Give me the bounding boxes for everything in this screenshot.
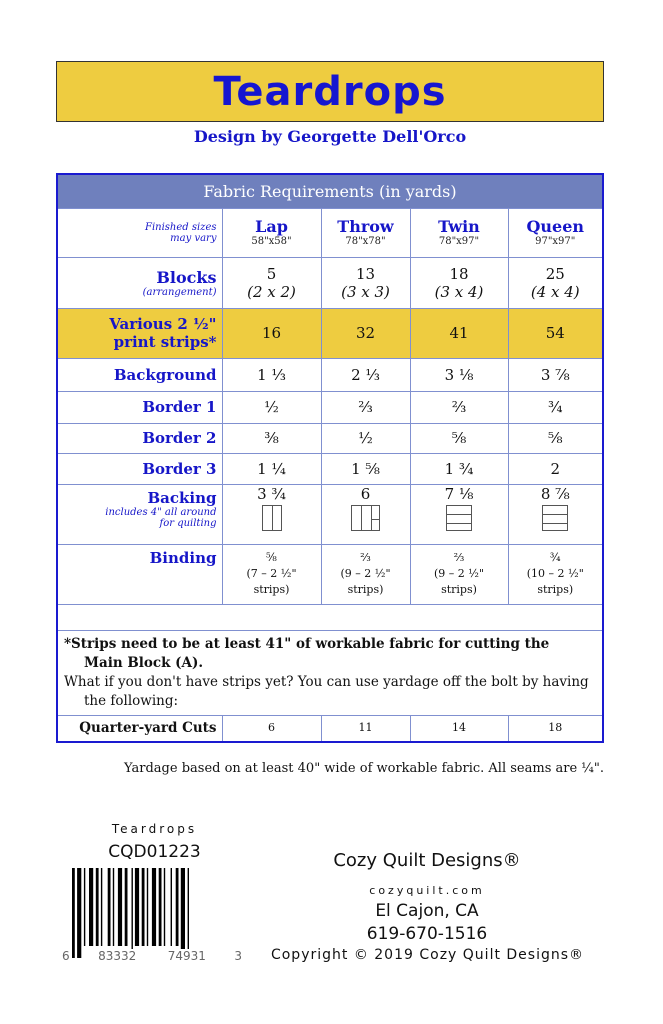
company-city: El Cajon, CA bbox=[375, 901, 479, 921]
product-code: CQD01223 bbox=[108, 842, 201, 862]
barcode-bar bbox=[171, 868, 172, 946]
company-name: Cozy Quilt Designs® bbox=[333, 850, 521, 871]
size-throw: Throw 78"x78" bbox=[321, 208, 410, 257]
fabric-requirements-table bbox=[56, 173, 604, 743]
barcode bbox=[72, 868, 237, 958]
border1-row: Border 1 ½ ⅔ ⅔ ¾ bbox=[57, 391, 603, 423]
barcode-bar bbox=[152, 868, 156, 946]
backing-layout-icon bbox=[542, 505, 568, 531]
sizes-note: may vary bbox=[170, 232, 217, 244]
barcode-bar bbox=[118, 868, 122, 946]
barcode-bar bbox=[84, 868, 85, 946]
backing-layout-icon bbox=[351, 505, 380, 531]
barcode-bar bbox=[72, 868, 75, 958]
copyright: Copyright © 2019 Cozy Quilt Designs® bbox=[270, 947, 585, 963]
background-row: Background 1 ⅓ 2 ⅓ 3 ⅛ 3 ⅞ bbox=[57, 358, 603, 391]
company-website: cozyquilt.com bbox=[369, 884, 485, 897]
notes-row: *Strips need to be at least 41" of workable fabric for cutting the Main Block (A). What if you don't have strips yet? You can use yardage off the bolt by having the following: bbox=[57, 630, 603, 715]
barcode-bar bbox=[113, 868, 114, 946]
title-banner bbox=[56, 61, 604, 122]
barcode-bar bbox=[101, 868, 102, 946]
barcode-bar bbox=[164, 868, 165, 946]
barcode-bar bbox=[176, 868, 179, 946]
size-queen: Queen 97"x97" bbox=[508, 208, 603, 257]
size-lap: Lap 58"x58" bbox=[222, 208, 321, 257]
barcode-bar bbox=[181, 868, 185, 958]
barcode-bar bbox=[159, 868, 162, 946]
page-title: Teardrops bbox=[213, 69, 447, 115]
backing-layout-icon bbox=[262, 505, 282, 531]
strips-row: Various 2 ½" print strips* 16 32 41 54 bbox=[57, 308, 603, 358]
barcode-bar bbox=[132, 868, 133, 958]
table-header: Fabric Requirements (in yards) bbox=[57, 174, 603, 208]
product-name: Teardrops bbox=[111, 822, 198, 836]
barcode-bar bbox=[135, 868, 139, 946]
yardage-footnote: Yardage based on at least 40" wide of workable fabric. All seams are ¼". bbox=[123, 761, 604, 776]
barcode-digits: 6 83332 74931 3 bbox=[62, 949, 242, 963]
blocks-row: Blocks (arrangement) 5 (2 x 2) 13 (3 x 3) 18 (3 x 4) 25 (4 x 4) bbox=[57, 257, 603, 308]
barcode-bar bbox=[77, 868, 81, 958]
barcode-bar bbox=[89, 868, 93, 946]
company-phone: 619-670-1516 bbox=[366, 924, 488, 944]
binding-row: Binding ⅝ (7 – 2 ½" strips) ⅔ (9 – 2 ½" strips) ⅔ (9 – 2 ½" strips) ¾ (10 – 2 ½" strips) bbox=[57, 544, 603, 604]
sizes-note: Finished sizes bbox=[145, 221, 217, 233]
barcode-bar bbox=[188, 868, 189, 958]
backing-row: Backing includes 4" all around for quilting 3 ¾ 6 7 ⅛ 8 ⅞ bbox=[57, 484, 603, 544]
size-twin: Twin 78"x97" bbox=[410, 208, 508, 257]
barcode-bar bbox=[96, 868, 99, 946]
designer-credit: Design by Georgette Dell'Orco bbox=[193, 127, 467, 146]
barcode-bar bbox=[125, 868, 128, 946]
barcode-bar bbox=[147, 868, 148, 946]
barcode-bar bbox=[108, 868, 111, 946]
border2-row: Border 2 ⅜ ½ ⅝ ⅝ bbox=[57, 423, 603, 453]
barcode-bar bbox=[142, 868, 145, 946]
border3-row: Border 3 1 ¼ 1 ⅝ 1 ¾ 2 bbox=[57, 453, 603, 484]
quarter-yard-row: Quarter-yard Cuts 6 11 14 18 bbox=[57, 715, 603, 742]
backing-layout-icon bbox=[446, 505, 472, 531]
